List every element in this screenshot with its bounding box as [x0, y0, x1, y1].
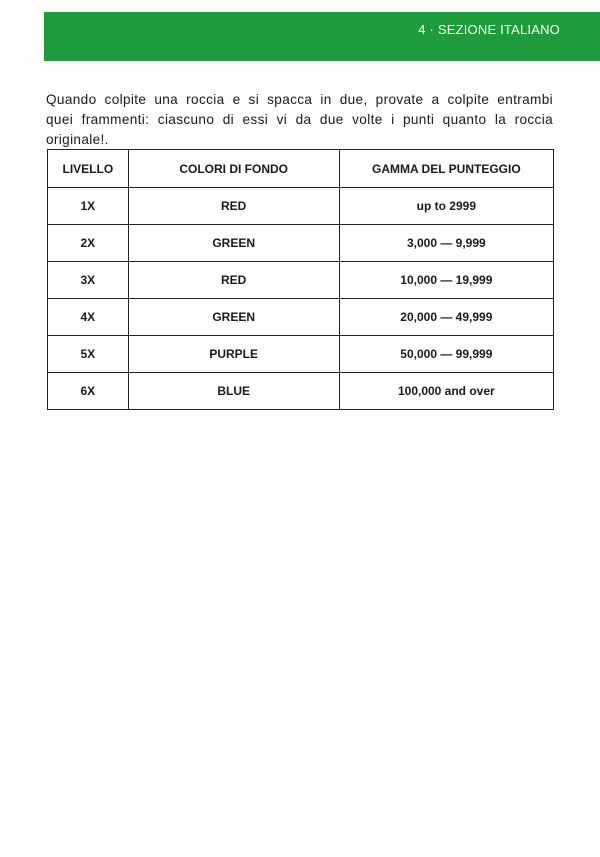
range-cell: 100,000 and over	[339, 373, 553, 410]
intro-paragraph: Quando colpite una roccia e si spacca in due, provate a colpite entrambi quei frammenti: ciascuno di essi vi da due volte i punti quanto la roccia originale!.	[46, 91, 553, 147]
table-row	[48, 299, 554, 336]
level-cell: 1X	[48, 188, 129, 225]
table-row	[48, 373, 554, 410]
header-score-range: GAMMA DEL PUNTEGGIO	[339, 150, 553, 188]
table-header-row	[48, 150, 554, 188]
level-cell: 2X	[48, 225, 129, 262]
range-cell: 50,000 — 99,999	[339, 336, 553, 373]
level-cell: 5X	[48, 336, 129, 373]
section-title: 4 · SEZIONE ITALIANO	[418, 22, 560, 37]
header-background-colors: COLORI DI FONDO	[128, 150, 339, 188]
range-cell: 10,000 — 19,999	[339, 262, 553, 299]
color-cell: GREEN	[128, 225, 339, 262]
color-cell: BLUE	[128, 373, 339, 410]
range-cell: 3,000 — 9,999	[339, 225, 553, 262]
header-level: LIVELLO	[48, 150, 129, 188]
level-cell: 3X	[48, 262, 129, 299]
table-row	[48, 225, 554, 262]
range-cell: 20,000 — 49,999	[339, 299, 553, 336]
level-cell: 4X	[48, 299, 129, 336]
color-cell: RED	[128, 262, 339, 299]
range-cell: up to 2999	[339, 188, 553, 225]
table-row	[48, 336, 554, 373]
color-cell: GREEN	[128, 299, 339, 336]
table-row	[48, 262, 554, 299]
color-cell: RED	[128, 188, 339, 225]
table-row	[48, 188, 554, 225]
score-table	[47, 149, 554, 410]
level-cell: 6X	[48, 373, 129, 410]
color-cell: PURPLE	[128, 336, 339, 373]
